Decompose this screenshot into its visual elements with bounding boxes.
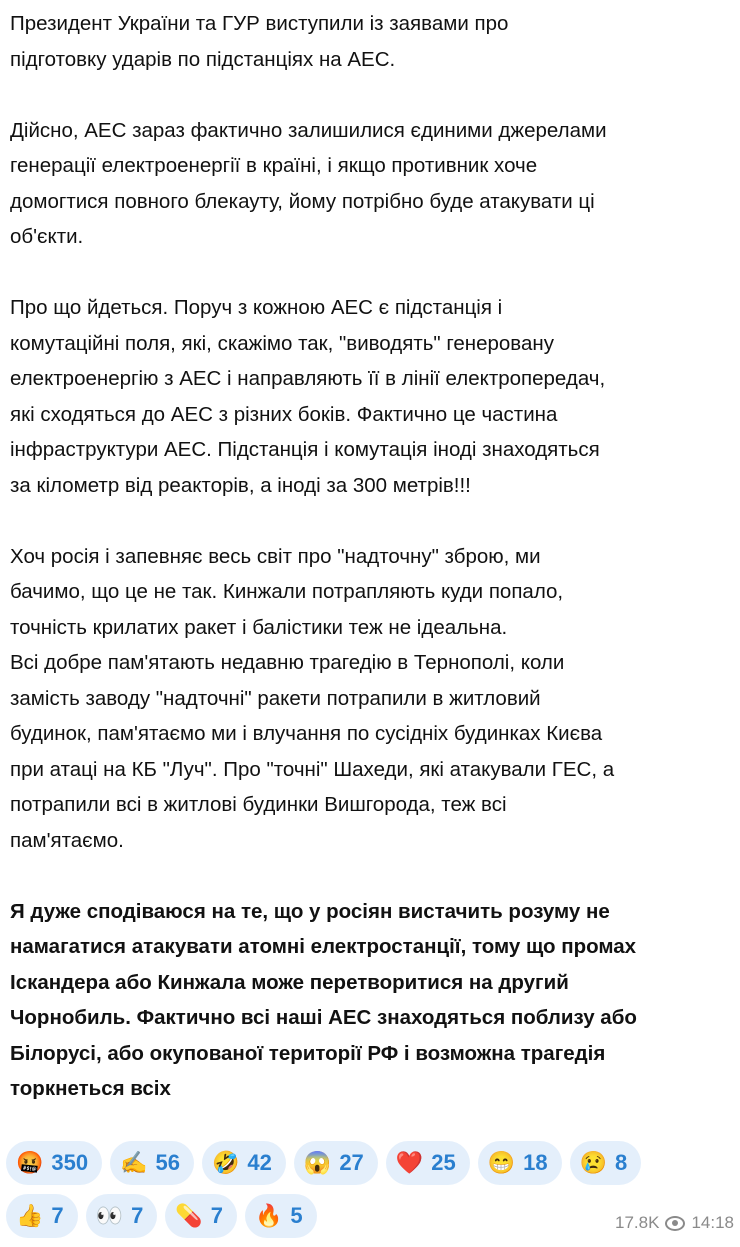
reaction-count: 42: [247, 1150, 272, 1175]
view-count: 17.8K: [615, 1213, 660, 1232]
text-line: Всі добре пам'ятають недавню трагедію в Тернополі, коли: [10, 651, 565, 674]
paragraph: [10, 113, 740, 255]
text-line: при атаці на КБ "Луч". Про "точні" Шахеди, які атакували ГЕС, а: [10, 757, 615, 781]
rofl-face-icon: 🤣: [212, 1150, 240, 1175]
message-meta: [615, 1213, 734, 1233]
text-line: замість заводу "надточні" ракети потрапили в житловий: [10, 686, 541, 710]
text-line: Білорусі, або окупованої території РФ і возможна трагедія: [10, 1041, 606, 1065]
paragraph: [10, 894, 740, 1107]
thumbs-up-icon: 👍: [16, 1203, 44, 1228]
text-line: домогтися повного блекауту, йому потрібно буде атакувати ці: [10, 189, 595, 213]
paragraph: [10, 539, 740, 859]
reaction-chip[interactable]: [6, 1141, 102, 1185]
reaction-count: 5: [290, 1203, 303, 1228]
reaction-chip[interactable]: [6, 1194, 78, 1238]
fire-icon: 🔥: [254, 1203, 283, 1228]
reaction-chip[interactable]: [202, 1141, 286, 1185]
reaction-chip[interactable]: [165, 1194, 237, 1238]
text-line: точність крилатих ракет і балістики теж не ідеальна.: [10, 615, 508, 639]
eyes-icon: 👀: [95, 1203, 124, 1228]
reaction-chip[interactable]: [245, 1194, 317, 1238]
paragraph: [10, 6, 740, 77]
writing-hand-icon: ✍️: [120, 1150, 148, 1175]
reaction-count: 56: [155, 1150, 181, 1175]
reaction-chip[interactable]: [86, 1194, 158, 1238]
text-line: Президент України та ГУР виступили із заявами про: [10, 12, 509, 35]
reaction-count: 7: [131, 1203, 144, 1228]
text-line: Хоч росія і запевняє весь світ про "надточну" зброю, ми: [10, 544, 541, 568]
text-line: інфраструктури АЕС. Підстанція і комутація іноді знаходяться: [10, 438, 600, 461]
text-line: бачимо, що це не так. Кинжали потрапляють куди попало,: [10, 580, 564, 603]
reaction-count: 18: [523, 1150, 548, 1175]
text-line: за кілометр від реакторів, а іноді за 300 метрів!!!: [10, 473, 471, 497]
reaction-chip[interactable]: [294, 1141, 378, 1185]
text-line: Іскандера або Кинжала може перетворитися на другий: [10, 970, 569, 994]
reaction-count: 25: [431, 1150, 456, 1175]
reaction-chip[interactable]: [386, 1141, 470, 1185]
text-line: об'єкти.: [10, 225, 84, 248]
text-line: комутаційні поля, які, скажімо так, "виводять" генеровану: [10, 331, 554, 355]
message-time: 14:18: [691, 1213, 734, 1232]
text-line: будинок, пам'ятаємо ми і влучання по сусідніх будинках Києва: [10, 722, 603, 745]
text-line: пам'ятаємо.: [10, 828, 124, 852]
reaction-count: 7: [210, 1203, 223, 1228]
text-line: Дійсно, АЕС зараз фактично залишилися єдиними джерелами: [10, 118, 607, 142]
text-line: намагатися атакувати атомні електростанції, тому що промах: [10, 935, 637, 958]
reaction-count: 7: [51, 1203, 64, 1228]
text-line: генерації електроенергії в країні, і якщо противник хоче: [10, 154, 538, 177]
eye-icon: [665, 1216, 685, 1231]
crying-face-icon: 😢: [579, 1150, 607, 1175]
text-line: Чорнобиль. Фактично всі наші АЕС знаходяться поблизу або: [10, 1006, 637, 1029]
reaction-count: 350: [51, 1150, 89, 1175]
grinning-face-icon: 😁: [487, 1150, 516, 1175]
text-line: які сходяться до АЕС з різних боків. Фактично це частина: [10, 402, 558, 426]
reaction-chip[interactable]: [478, 1141, 562, 1185]
paragraph: [10, 290, 740, 503]
text-line: електроенергію з АЕС і направляють її в лінії електропередач,: [10, 367, 606, 390]
reaction-count: 8: [614, 1150, 628, 1175]
screaming-face-icon: 😱: [303, 1150, 332, 1175]
text-line: торкнеться всіх: [10, 1077, 171, 1100]
pill-icon: 💊: [175, 1203, 203, 1228]
reactions-row: [6, 1141, 726, 1185]
cursing-face-icon: 🤬: [16, 1150, 44, 1175]
reaction-count: 27: [339, 1150, 364, 1175]
reaction-chip[interactable]: [110, 1141, 194, 1185]
reaction-chip[interactable]: [570, 1141, 642, 1185]
text-line: потрапили всі в житлові будинки Вишгорода, теж всі: [10, 793, 507, 816]
text-line: Про що йдеться. Поруч з кожною АЕС є підстанція і: [10, 296, 503, 319]
heart-icon: ❤️: [395, 1150, 424, 1175]
text-line: підготовку ударів по підстанціях на АЕС.: [10, 47, 396, 71]
text-line: Я дуже сподіваюся на те, що у росіян вистачить розуму не: [10, 899, 610, 923]
